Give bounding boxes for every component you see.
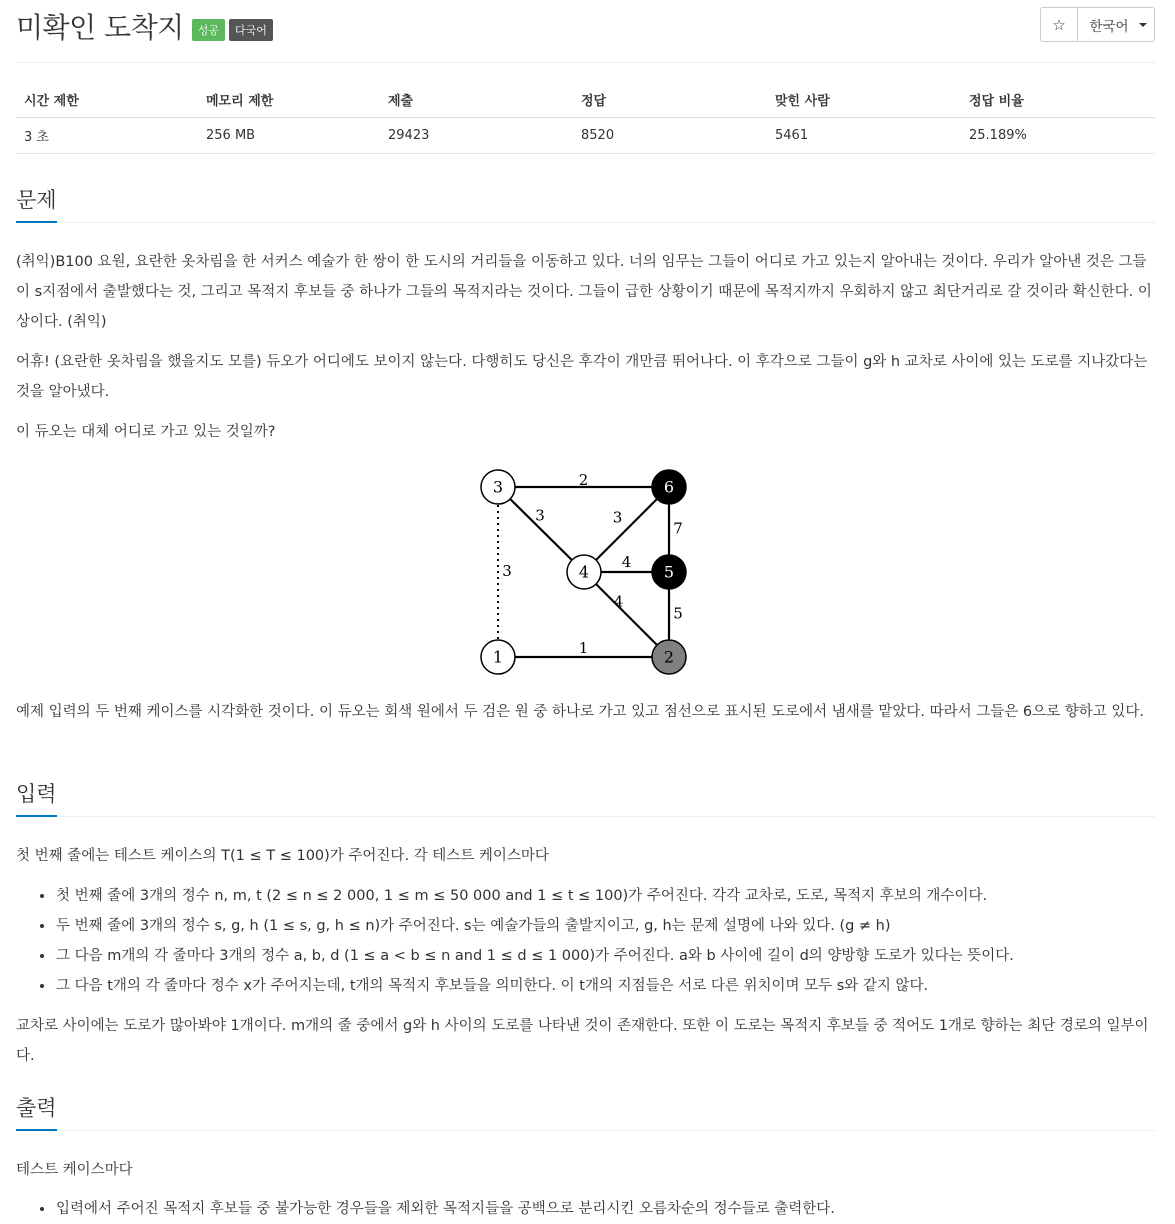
output-section-header [16, 1092, 1155, 1131]
input-outro: 교차로 사이에는 도로가 많아봐야 1개이다. m개의 줄 중에서 g와 h 사이의 도로를 나타낸 것이 존재한다. 또한 이 도로는 목적지 후보들 중 적어도 1개로 향하는 최단 경로의 일부이다. [16, 1018, 1149, 1064]
solved-users-value: 5461 [767, 117, 961, 153]
input-list [16, 881, 1156, 1001]
table-header-row [16, 83, 1155, 117]
memory-limit-value: 256 MB [198, 117, 380, 153]
node-label: 6 [663, 477, 675, 497]
success-badge: 성공 [192, 19, 225, 41]
input-intro: 첫 번째 줄에는 테스트 케이스의 T(1 ≤ T ≤ 100)가 주어진다. 각 테스트 케이스마다 [16, 848, 549, 864]
accept-ratio-value: 25.189% [961, 117, 1155, 153]
divider [16, 62, 1155, 63]
graph-edge [584, 572, 669, 657]
page-title: 미확인 도착지 [16, 11, 184, 44]
list-item: • 그 다음 m개의 각 줄마다 3개의 정수 a, b, d (1 ≤ a < b ≤ n and 1 ≤ d ≤ 1 000)가 주어진다. a와 b 사이에 길이 d의 양방향 도로가 있다는 뜻이다. [55, 941, 1156, 971]
title-row [16, 6, 273, 46]
problem-paragraph-2: 어휴! (요란한 옷차림을 했을지도 모를) 듀오가 어디에도 보이지 않는다. 다행히도 당신은 후각이 개만큼 뛰어나다. 이 후각으로 그들이 g와 h 교차로 사이에 있는 도로를 지나갔다는 것을 알아냈다. [16, 354, 1148, 400]
problem-paragraph-3: 이 듀오는 대체 어디로 가고 있는 것일까? [16, 424, 276, 440]
header-time-limit: 시간 제한 [16, 83, 198, 117]
edge-weight-label: 1 [578, 639, 589, 657]
node-label: 1 [492, 647, 504, 667]
favorite-button[interactable] [1040, 7, 1078, 42]
header-accept-ratio: 정답 비율 [961, 83, 1155, 117]
submissions-value: 29423 [380, 117, 573, 153]
input-section-header [16, 778, 1155, 817]
problem-info-table [16, 83, 1155, 154]
table-row [16, 117, 1155, 153]
header-accepted: 정답 [573, 83, 767, 117]
list-item: • 그 다음 t개의 각 줄마다 정수 x가 주어지는데, t개의 목적지 후보들을 의미한다. 이 t개의 지점들은 서로 다른 위치이며 모두 s와 같지 않다. [55, 971, 1156, 1001]
edge-weight-label: 2 [578, 471, 589, 489]
multilang-badge: 다국어 [229, 19, 273, 41]
language-label: 한국어 [1089, 18, 1129, 35]
node-label: 2 [663, 647, 675, 667]
list-item: • 첫 번째 줄에 3개의 정수 n, m, t (2 ≤ n ≤ 2 000, 1 ≤ m ≤ 50 000 and 1 ≤ t ≤ 100)가 주어진다. 각각 교차로, 도로, 목적지 후보의 개수이다. [55, 881, 1156, 911]
node-label: 4 [578, 562, 590, 582]
graph-edge [498, 487, 584, 572]
problem-heading: 문제 [16, 184, 57, 223]
output-heading: 출력 [16, 1092, 57, 1131]
graph-figure [475, 462, 705, 682]
time-limit-value: 3 초 [16, 117, 198, 153]
edge-weight-label: 3 [612, 508, 623, 527]
problem-paragraph-4: 예제 입력의 두 번째 케이스를 시각화한 것이다. 이 듀오는 회색 원에서 두 검은 원 중 하나로 가고 있고 점선으로 표시된 도로에서 냄새를 맡았다. 따라서 그들은 6으로 향하고 있다. [16, 704, 1144, 720]
input-heading: 입력 [16, 778, 57, 817]
edge-weight-label: 7 [673, 519, 683, 538]
caret-down-icon [1139, 23, 1147, 27]
star-icon: ☆ [1052, 15, 1066, 34]
node-label: 3 [492, 477, 504, 497]
output-list [16, 1194, 1156, 1224]
edge-weight-label: 5 [673, 604, 683, 623]
node-label: 5 [663, 562, 675, 582]
edge-weight-label: 4 [613, 592, 624, 611]
list-item: • 두 번째 줄에 3개의 정수 s, g, h (1 ≤ s, g, h ≤ n)가 주어진다. s는 예술가들의 출발지이고, g, h는 문제 설명에 나와 있다. (g ≠ h) [55, 911, 1156, 941]
header-submissions: 제출 [380, 83, 573, 117]
edge-weight-label: 3 [535, 506, 545, 525]
language-dropdown[interactable] [1078, 7, 1155, 42]
list-item: • 입력에서 주어진 목적지 후보들 중 불가능한 경우들을 제외한 목적지들을 공백으로 분리시킨 오름차순의 정수들로 출력한다. [55, 1194, 1156, 1224]
header-solved-users: 맞힌 사람 [767, 83, 961, 117]
header-memory-limit: 메모리 제한 [198, 83, 380, 117]
problem-paragraph-1: (취익)B100 요원, 요란한 옷차림을 한 서커스 예술가 한 쌍이 한 도시의 거리들을 이동하고 있다. 너의 임무는 그들이 어디로 가고 있는지 알아내는 것이다. 우리가 알아낸 것은 그들이 s지점에서 출발했다는 것, 그리고 목적지 후보들 중 하나가 그들의 목적지라는 것이다. 그들이 급한 상황이기 때문에 목적지까지 우회하지 않고 최단거리로 갈 것이라 확신한다. 이상이다. (취익) [16, 254, 1152, 330]
problem-section-header [16, 184, 1155, 223]
output-intro: 테스트 케이스마다 [16, 1162, 133, 1178]
accepted-value: 8520 [573, 117, 767, 153]
title-actions [1040, 7, 1155, 42]
edge-weight-label: 3 [502, 562, 512, 580]
edge-weight-label: 4 [621, 553, 632, 571]
